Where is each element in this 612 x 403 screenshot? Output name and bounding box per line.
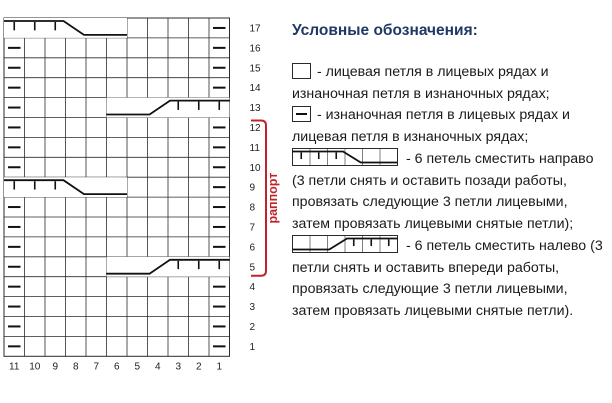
row-number: 4 (249, 282, 256, 294)
col-number: 11 (9, 361, 20, 373)
row-number: 11 (249, 142, 260, 154)
col-number: 4 (154, 361, 161, 373)
legend-item-purl: - изнаночная петля в лицевых рядах и лицевая петля в изнаночных рядах; (292, 107, 570, 145)
row-number: 8 (249, 202, 256, 214)
col-number: 5 (134, 361, 141, 373)
legend-item-left-cross: - 6 петель сместить налево (3 петли снять и оставить впереди работы, провязать следующие 3 петли лицевыми, затем провязать лицевыми снятые петли). (292, 238, 603, 319)
left-cross-symbol-icon (292, 235, 400, 253)
col-number: 2 (195, 361, 202, 373)
row-number: 12 (249, 122, 261, 134)
purl-symbol-icon (292, 106, 311, 122)
row-number: 10 (249, 162, 261, 174)
right-cross-symbol-icon (292, 148, 400, 166)
row-number: 5 (249, 262, 256, 274)
legend-item-right-cross: - 6 петель сместить направо (3 петли снять и оставить позади работы, провязать следующие 3 петли лицевыми, затем провязать лицевыми снятые петли); (292, 151, 594, 232)
col-number: 10 (29, 361, 41, 373)
knit-symbol-icon (292, 63, 311, 79)
col-number: 8 (72, 361, 79, 373)
col-number: 7 (93, 361, 100, 373)
col-number: 9 (52, 361, 59, 373)
row-number: 7 (249, 222, 256, 234)
row-number: 15 (249, 63, 261, 75)
row-number: 3 (249, 302, 256, 314)
row-number: 14 (249, 83, 261, 95)
repeat-label: раппорт (266, 172, 280, 224)
col-number: 3 (175, 361, 182, 373)
col-number: 1 (216, 361, 223, 373)
col-number: 6 (113, 361, 120, 373)
row-number: 16 (249, 43, 261, 55)
row-number: 1 (249, 341, 256, 353)
knitting-chart (0, 0, 290, 403)
row-number: 13 (249, 103, 261, 115)
row-number: 17 (249, 23, 261, 35)
row-number: 9 (249, 182, 256, 194)
legend-item-knit: - лицевая петля в лицевых рядах и изнаночная петля в изнаночных рядах; (292, 64, 550, 102)
row-number: 2 (249, 321, 256, 333)
legend-body (292, 62, 608, 322)
row-number: 6 (249, 242, 256, 254)
legend-title: Условные обозначения: (292, 22, 478, 39)
